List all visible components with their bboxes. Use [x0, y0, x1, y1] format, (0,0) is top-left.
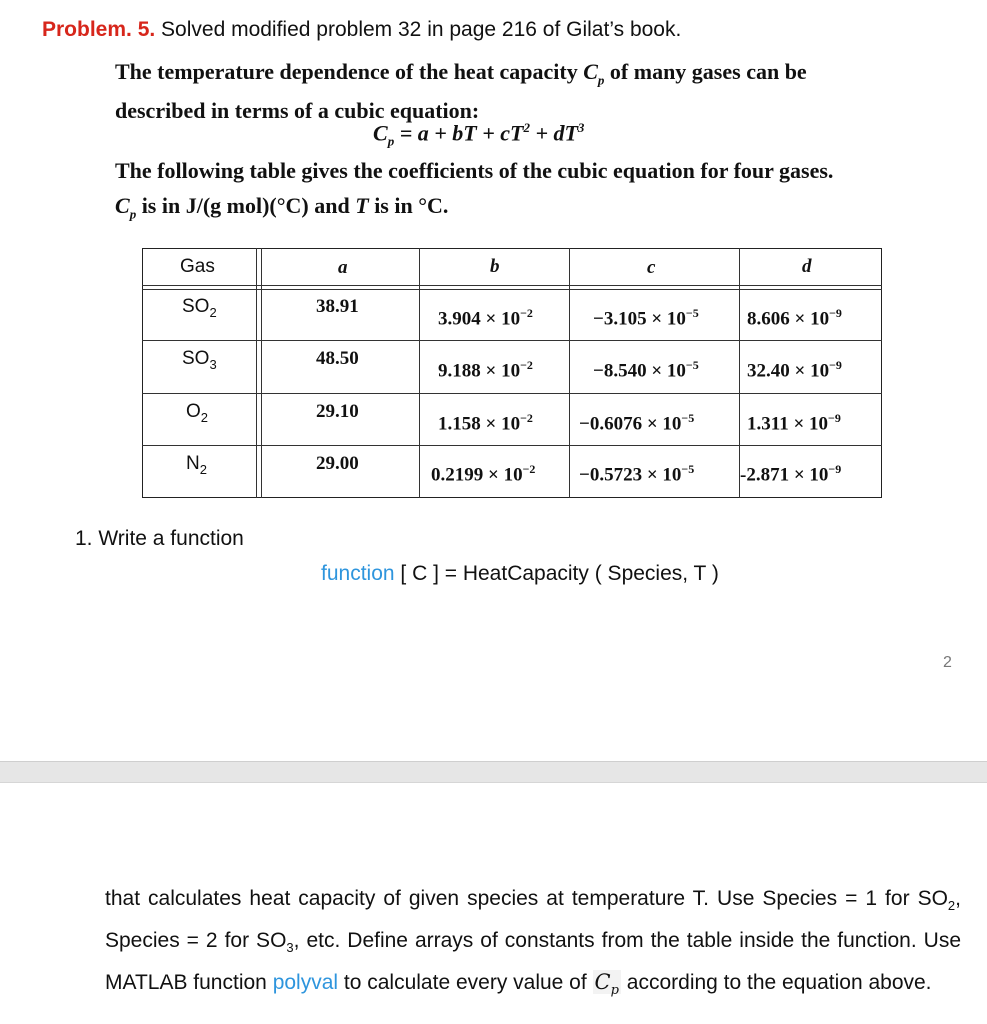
- col-rule-gas-2: [261, 248, 262, 498]
- problem-description: Solved modified problem 32 in page 216 of Gilat’s book.: [155, 18, 682, 41]
- gas-subscript: 2: [209, 304, 217, 320]
- gas-name: N: [186, 453, 200, 474]
- cell-exponent: −9: [828, 462, 842, 476]
- function-keyword: function: [321, 562, 395, 585]
- eq-rhs-a: = a + bT + cT: [394, 120, 524, 146]
- cp-symbol: C: [583, 59, 598, 84]
- body-text-3: , etc. Define arrays of constants from the table inside the function. Use MATLAB function: [105, 929, 961, 995]
- page-number: 2: [943, 654, 952, 671]
- intro-text-b: of many gases can be: [604, 59, 807, 84]
- function-signature: [321, 562, 719, 586]
- cell-exponent: −9: [828, 411, 841, 425]
- cell-mantissa: −8.540 × 10: [593, 360, 686, 382]
- body-text-2: , Species = 2 for SO: [105, 887, 961, 953]
- polyval-keyword: polyval: [272, 971, 339, 995]
- body-sub-2: 3: [286, 940, 294, 956]
- cell-exponent: −5: [681, 462, 695, 476]
- col-rule-gas-1: [256, 248, 257, 498]
- table-cell-b: [431, 462, 535, 486]
- units-cp-sub: p: [129, 206, 137, 222]
- table-cell-c: [593, 358, 699, 382]
- cell-exponent: −9: [829, 306, 842, 320]
- cp-letter-sub: p: [610, 983, 619, 999]
- table-cell-a: 38.91: [316, 296, 359, 317]
- coefficients-table: [142, 248, 882, 498]
- table-intro: The following table gives the coefficients of the cubic equation for four gases.: [115, 158, 834, 183]
- units-t-symbol: T: [355, 193, 369, 218]
- gas-name: SO: [182, 348, 210, 369]
- page-separator: [0, 761, 987, 783]
- table-cell-d: [740, 462, 841, 486]
- cell-mantissa: 1.158 × 10: [438, 413, 521, 435]
- cell-exponent: −9: [829, 358, 842, 372]
- cell-exponent: −2: [520, 358, 533, 372]
- table-cell-c: [593, 306, 699, 330]
- units-cp-symbol: C: [115, 193, 130, 218]
- body-text-5: according to the equation above.: [620, 971, 932, 995]
- cell-mantissa: 0.2199 × 10: [431, 464, 523, 486]
- header-d: d: [802, 256, 812, 277]
- list-item-write-function: 1. Write a function: [75, 527, 244, 550]
- gas-name: SO: [182, 296, 210, 317]
- cell-mantissa: 3.904 × 10: [438, 308, 521, 330]
- intro-line-1: [115, 56, 807, 95]
- row-rule-2: [142, 393, 882, 394]
- function-signature-text: [ C ] = HeatCapacity ( Species, T ): [394, 562, 719, 585]
- units-line: [115, 190, 448, 229]
- eq-exp-3: 3: [577, 120, 585, 135]
- units-text-a: is in J/(g mol)(°C) and: [136, 193, 356, 218]
- cell-mantissa: −3.105 × 10: [593, 308, 686, 330]
- table-cell-a: 48.50: [316, 348, 359, 369]
- cell-mantissa: −0.5723 × 10: [579, 464, 682, 486]
- intro-text-a: The temperature dependence of the heat capacity: [115, 59, 584, 84]
- cell-mantissa: 32.40 × 10: [747, 360, 830, 382]
- table-cell-b: [438, 358, 533, 382]
- cell-exponent: −5: [685, 358, 699, 372]
- gas-subscript: 2: [199, 461, 207, 477]
- row-rule-1: [142, 340, 882, 341]
- table-cell-a: 29.00: [316, 453, 359, 474]
- table-row-gas: [186, 401, 208, 425]
- cell-exponent: −2: [520, 411, 533, 425]
- table-row-gas: [186, 453, 207, 477]
- cell-exponent: −2: [520, 306, 533, 320]
- col-rule-c: [739, 248, 740, 498]
- table-cell-d: [747, 306, 842, 330]
- cp-math-symbol: [593, 970, 621, 999]
- gas-subscript: 3: [209, 356, 217, 372]
- cubic-equation: [373, 120, 584, 150]
- header-gas: Gas: [180, 256, 215, 277]
- body-sub-1: 2: [947, 898, 956, 914]
- cp-letter: C: [594, 970, 611, 995]
- header-c: c: [647, 257, 656, 278]
- eq-exp-2: 2: [523, 120, 530, 135]
- table-cell-c: [579, 411, 694, 435]
- table-row-gas: [182, 348, 217, 372]
- units-text-b: is in °C.: [368, 193, 449, 218]
- table-cell-d: [747, 411, 841, 435]
- header-a: a: [338, 257, 348, 278]
- cell-mantissa: 8.606 × 10: [747, 308, 830, 330]
- eq-lhs-sub: p: [387, 133, 395, 149]
- table-cell-b: [438, 306, 533, 330]
- table-cell-c: [579, 462, 694, 486]
- intro-line-2: described in terms of a cubic equation:: [115, 98, 480, 124]
- eq-lhs: C: [373, 120, 388, 146]
- table-row-gas: [182, 296, 217, 320]
- eq-rhs-b: + dT: [529, 120, 578, 146]
- cell-mantissa: 9.188 × 10: [438, 360, 521, 382]
- gas-name: O: [186, 401, 201, 422]
- table-cell-d: [747, 358, 842, 382]
- body-text-1: that calculates heat capacity of given species at temperature T. Use Species = 1 for SO: [105, 887, 948, 910]
- col-rule-a: [419, 248, 420, 498]
- cell-mantissa: 1.311 × 10: [747, 413, 829, 435]
- cell-exponent: −5: [681, 411, 695, 425]
- header-b: b: [490, 256, 500, 277]
- body-text-4: to calculate every value of: [338, 971, 593, 995]
- cell-exponent: −2: [522, 462, 536, 476]
- intro-paragraph: [115, 56, 807, 126]
- problem-label: Problem. 5.: [42, 18, 156, 41]
- table-cell-b: [438, 411, 533, 435]
- instructions-paragraph: [105, 881, 961, 1009]
- cp-subscript: p: [597, 72, 605, 88]
- col-rule-b: [569, 248, 570, 498]
- row-rule-3: [142, 445, 882, 446]
- header-rule-1: [142, 285, 882, 286]
- problem-title: [42, 18, 681, 42]
- table-cell-a: 29.10: [316, 401, 359, 422]
- cell-mantissa: -2.871 × 10: [740, 464, 829, 486]
- gas-subscript: 2: [200, 409, 209, 425]
- cell-exponent: −5: [685, 306, 699, 320]
- cell-mantissa: −0.6076 × 10: [579, 413, 682, 435]
- header-rule-2: [142, 289, 882, 290]
